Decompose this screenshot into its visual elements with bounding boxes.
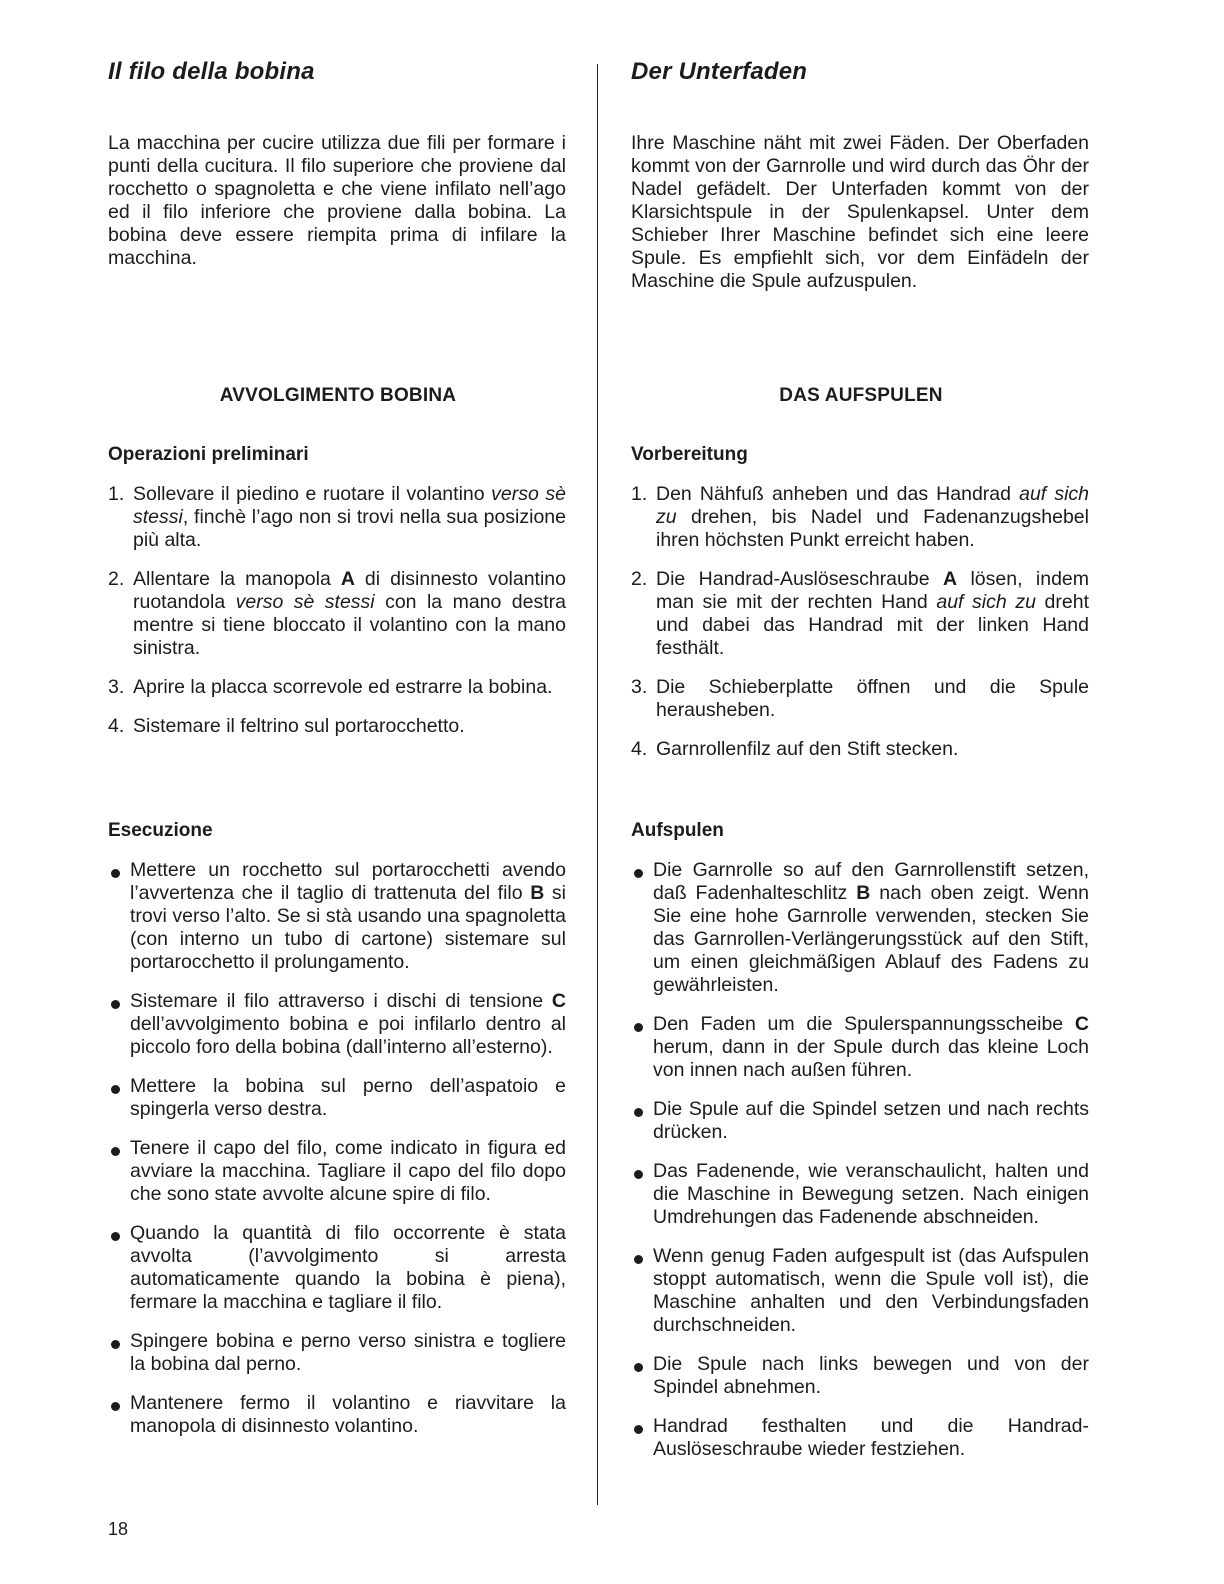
item-number: 3.	[108, 676, 125, 698]
list-item: Wenn genug Faden aufgespult ist (das Aufspulen stoppt automatisch, wenn die Spule voll ist), die Maschine anhalten und den Verbindungsfaden durchschneiden.	[631, 1245, 1089, 1337]
german-exec-heading: Aufspulen	[631, 820, 724, 841]
item-number: 2.	[108, 568, 125, 590]
item-number: 2.	[631, 568, 648, 590]
italian-title: Il filo della bobina	[108, 58, 315, 85]
italian-prep-list	[108, 483, 566, 754]
list-item: 2. Allentare la manopola A di disinnesto volantino ruotandola verso sè stessi con la mano destra mentre si tiene bloccato il volantino con la mano sinistra.	[108, 568, 566, 659]
list-item: Tenere il capo del filo, come indicato in figura ed avviare la macchina. Tagliare il capo del filo dopo che sono state avvolte alcune spire di filo.	[108, 1137, 566, 1206]
bullet-icon	[634, 1170, 643, 1179]
german-prep-heading: Vorbereitung	[631, 444, 748, 465]
bullet-icon	[634, 1363, 643, 1372]
list-item: Mettere la bobina sul perno dell’aspatoio e spingerla verso destra.	[108, 1075, 566, 1121]
italian-exec-heading: Esecuzione	[108, 820, 213, 841]
list-item: Den Faden um die Spulerspannungsscheibe C herum, dann in der Spule durch das kleine Loch von innen nach außen führen.	[631, 1013, 1089, 1082]
page-number: 18	[108, 1519, 129, 1539]
bullet-icon	[111, 1340, 120, 1349]
german-section-heading: DAS AUFSPULEN	[779, 385, 943, 406]
italian-prep-heading: Operazioni preliminari	[108, 444, 309, 465]
german-prep-list	[631, 483, 1089, 777]
bullet-icon	[111, 1147, 120, 1156]
list-item: Sistemare il filo attraverso i dischi di tensione C dell’avvolgimento bobina e poi infilarlo dentro al piccolo foro della bobina (dall’interno all’esterno).	[108, 990, 566, 1059]
bullet-icon	[634, 1108, 643, 1117]
bullet-icon	[634, 1425, 643, 1434]
item-number: 1.	[108, 483, 125, 505]
list-item: Die Spule nach links bewegen und von der Spindel abnehmen.	[631, 1353, 1089, 1399]
list-item: 4. Garnrollenfilz auf den Stift stecken.	[631, 738, 959, 760]
german-exec-list	[631, 859, 1089, 1477]
list-item: 1. Sollevare il piedino e ruotare il volantino verso sè stessi, finchè l’ago non si trovi nella sua posizione più alta.	[108, 483, 566, 551]
list-item: Mettere un rocchetto sul portarocchetti avendo l’avvertenza che il taglio di trattenuta del filo B si trovi verso l’alto. Se si stà usando una spagnoletta (con interno un tubo di cartone) sistemare sul portarocchetto il prolungamento.	[108, 859, 566, 974]
italian-intro: La macchina per cucire utilizza due fili per formare i punti della cucitura. Il filo superiore che proviene dal rocchetto o spagnoletta e che viene infilato nell’ago ed il filo inferiore che proviene dalla bobina. La bobina deve essere riempita prima di infilare la macchina.	[108, 132, 566, 269]
column-divider	[597, 64, 598, 1505]
item-number: 1.	[631, 483, 648, 505]
list-item: Quando la quantità di filo occorrente è stata avvolta (l’avvolgimento si arresta automaticamente quando la bobina è piena), fermare la macchina e tagliare il filo.	[108, 1222, 566, 1314]
bullet-icon	[634, 869, 643, 878]
list-item: 4. Sistemare il feltrino sul portarocchetto.	[108, 715, 465, 737]
list-item: Spingere bobina e perno verso sinistra e togliere la bobina dal perno.	[108, 1330, 566, 1376]
bullet-icon	[634, 1023, 643, 1032]
bullet-icon	[634, 1255, 643, 1264]
item-number: 4.	[631, 738, 648, 760]
list-item: Die Garnrolle so auf den Garnrollenstift setzen, daß Fadenhalteschlitz B nach oben zeigt. Wenn Sie eine hohe Garnrolle verwenden, stecken Sie das Garnrollen-Verlängerungsstück auf den Stift, um einen gleichmäßigen Ablauf des Fadens zu gewährleisten.	[631, 859, 1089, 997]
list-item: 3. Die Schieberplatte öffnen und die Spule herausheben.	[631, 676, 1089, 721]
list-item: 1. Den Nähfuß anheben und das Handrad auf sich zu drehen, bis Nadel und Fadenanzugshebel ihren höchsten Punkt erreicht haben.	[631, 483, 1090, 551]
bullet-icon	[111, 1402, 120, 1411]
list-item: Handrad festhalten und die Handrad-Auslöseschraube wieder festziehen.	[631, 1415, 1089, 1461]
german-intro: Ihre Maschine näht mit zwei Fäden. Der Oberfaden kommt von der Garnrolle und wird durch das Öhr der Nadel gefädelt. Der Unterfaden kommt von der Klarsichtspule in der Spulenkapsel. Unter dem Schieber Ihrer Maschine befindet sich eine leere Spule. Es empfiehlt sich, vor dem Einfädeln der Maschine die Spule aufzuspulen.	[631, 132, 1089, 292]
item-number: 4.	[108, 715, 125, 737]
list-item: Die Spule auf die Spindel setzen und nach rechts drücken.	[631, 1098, 1089, 1144]
italian-exec-list	[108, 859, 566, 1454]
list-item: Das Fadenende, wie veranschaulicht, halten und die Maschine in Bewegung setzen. Nach einigen Umdrehungen das Fadenende abschneiden.	[631, 1160, 1089, 1229]
list-item: 2. Die Handrad-Auslöseschraube A lösen, indem man sie mit der rechten Hand auf sich zu dreht und dabei das Handrad mit der linken Hand festhält.	[631, 568, 1090, 659]
bullet-icon	[111, 1000, 120, 1009]
list-item: Mantenere fermo il volantino e riavvitare la manopola di disinnesto volantino.	[108, 1392, 566, 1438]
german-title: Der Unterfaden	[631, 58, 808, 85]
bullet-icon	[111, 1085, 120, 1094]
bullet-icon	[111, 1232, 120, 1241]
italian-section-heading: AVVOLGIMENTO BOBINA	[219, 385, 457, 406]
bullet-icon	[111, 869, 120, 878]
list-item: 3. Aprire la placca scorrevole ed estrarre la bobina.	[108, 676, 553, 698]
item-number: 3.	[631, 676, 648, 698]
